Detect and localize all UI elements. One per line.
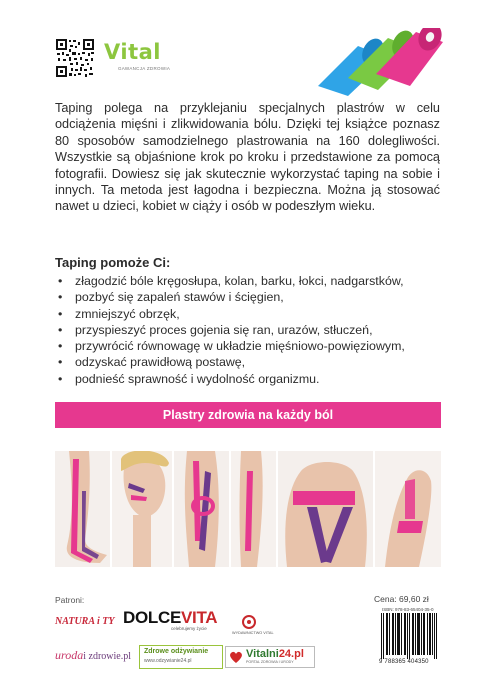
heart-icon bbox=[229, 650, 243, 664]
uroda-logo-text: uroda bbox=[55, 648, 84, 662]
natura-i-ty-logo bbox=[55, 614, 115, 636]
bullet: • bbox=[58, 290, 63, 305]
list-item-text: zmniejszyć obrzęk, bbox=[75, 306, 180, 321]
list-item-text: podnieść sprawność i wydolność organizmu. bbox=[75, 371, 320, 386]
bullet: • bbox=[58, 355, 63, 370]
bullet: • bbox=[58, 371, 63, 386]
logo-wordmark: Vital bbox=[104, 40, 161, 64]
photo-knee bbox=[174, 451, 229, 567]
wydawnictwo-logo-text: WYDAWNICTWO VITAL bbox=[232, 631, 274, 635]
dolce-vita-logo bbox=[123, 608, 217, 631]
wydawnictwo-emblem-icon bbox=[242, 614, 256, 630]
vitalni24-logo bbox=[225, 646, 315, 668]
zdrowe-odzywianie-text: Zdrowe odżywianie bbox=[144, 648, 209, 655]
bullet: • bbox=[58, 339, 63, 354]
price: Cena: 69,60 zł bbox=[374, 594, 429, 604]
list-item bbox=[55, 306, 455, 322]
list-item bbox=[55, 273, 455, 289]
vitalni-logo-text: Vitalni bbox=[246, 648, 279, 660]
isbn: ISBN: 978-83-65404-35-0 bbox=[382, 607, 434, 612]
vitalni-24-text: 24.pl bbox=[278, 648, 304, 660]
photo-back bbox=[278, 451, 373, 567]
list-item-text: odzyskać prawidłową postawę, bbox=[75, 355, 246, 370]
bullet: • bbox=[58, 306, 63, 321]
list-item-text: pozbyć się zapaleń stawów i ścięgien, bbox=[75, 290, 284, 305]
pink-banner: Plastry zdrowia na każdy ból bbox=[55, 402, 441, 428]
photo-arm bbox=[231, 451, 276, 567]
list-item-text: przywrócić równowagę w układzie mięśniowo-powięziowym, bbox=[75, 339, 405, 354]
bullet: • bbox=[58, 322, 63, 337]
list-item bbox=[55, 354, 455, 370]
zdrowie-logo-text: i zdrowie.pl bbox=[83, 651, 131, 662]
natura-logo-text: NATURA i TY bbox=[55, 616, 115, 627]
photo-wrist bbox=[375, 451, 441, 567]
logo-tagline: GAWANCJA ZDROWIA bbox=[118, 66, 171, 71]
barcode-image bbox=[379, 613, 441, 665]
list-item bbox=[55, 322, 455, 338]
bullet: • bbox=[58, 274, 63, 288]
dolce-logo-text: DOLCE bbox=[123, 608, 182, 627]
barcode-number: 9 788365 404350 bbox=[379, 659, 441, 665]
photo-face bbox=[112, 451, 172, 567]
intro-paragraph: Taping polega na przyklejaniu specjalnych plastrów w celu odciążenia mięśni i zlikwidowania bólu. Dzięki tej książce poznasz 80 sposobów samodzielnego plastrowania na 160 dolegliwości. Wszystkie są objaśnione krok po kroku i przedstawione za pomocą fotografii. Dowiesz się jak skutecznie wykorzystać taping na sobie i innych. Ta metoda jest łagodna i bezpieczna. Można ją stosować nawet u dzieci, kobiet w ciąży i osób w podeszłym wieku. bbox=[55, 101, 440, 214]
vitalni-tagline: PORTAL ZDROWIA I URODY bbox=[246, 660, 294, 664]
help-list-title: Taping pomoże Ci: bbox=[55, 255, 171, 270]
vital-logo bbox=[100, 40, 175, 80]
zdrowe-odzywianie-url: www.odzywianie24.pl bbox=[144, 658, 192, 664]
list-item bbox=[55, 371, 455, 387]
dolce-vita-tagline: celebrujemy życie bbox=[171, 626, 207, 631]
taping-photos-strip bbox=[55, 451, 441, 567]
list-item-text: przyspieszyć proces gojenia się ran, urazów, stłuczeń, bbox=[75, 322, 373, 337]
uroda-i-zdrowie-logo bbox=[55, 646, 131, 664]
help-list bbox=[55, 273, 455, 387]
list-item-text: złagodzić bóle kręgosłupa, kolan, barku, łokci, nadgarstków, bbox=[75, 274, 404, 288]
patrons-label: Patroni: bbox=[55, 595, 85, 605]
vita-logo-text: VITA bbox=[181, 608, 218, 627]
list-item bbox=[55, 338, 455, 354]
photo-foot bbox=[55, 451, 110, 567]
list-item bbox=[55, 289, 455, 305]
tape-rolls-image bbox=[318, 28, 443, 96]
qr-code bbox=[55, 38, 95, 78]
zdrowe-odzywianie-logo bbox=[139, 645, 223, 669]
wydawnictwo-vital-logo bbox=[232, 612, 274, 642]
